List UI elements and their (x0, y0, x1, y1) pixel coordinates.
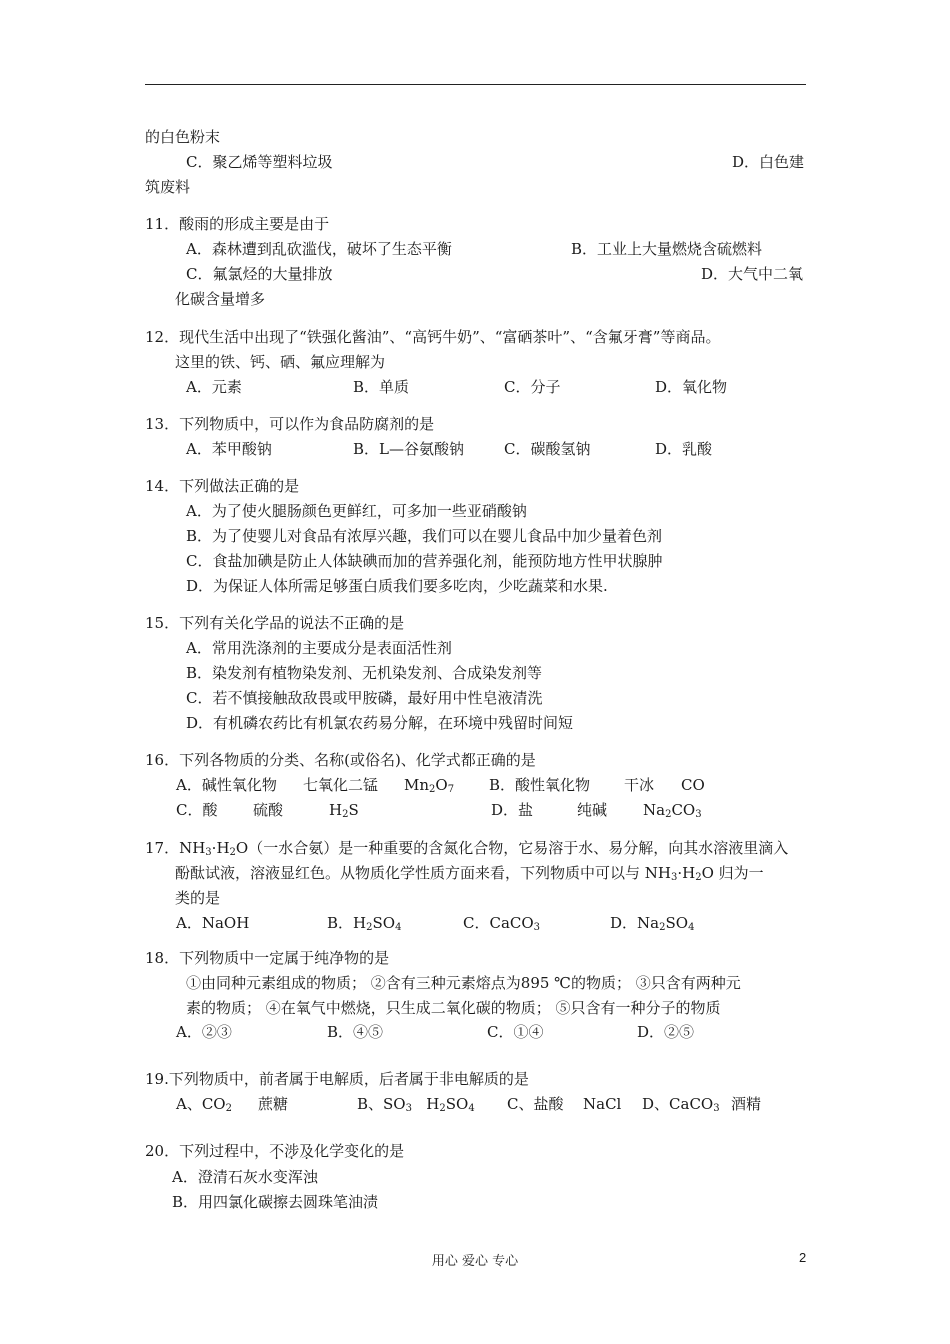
option-a: A．元素 (186, 378, 242, 396)
option-b: B．$H_2SO_4$ (327, 914, 402, 933)
option-c: C．①④ (487, 1023, 544, 1041)
question-stem: 18．下列物质中一定属于纯净物的是 (145, 949, 390, 967)
option-a-name: 七氧化二锰 (303, 776, 379, 794)
option-a: A．NaOH (176, 914, 250, 932)
option-b: B．④⑤ (327, 1023, 384, 1041)
question-stem: 16．下列各物质的分类、名称(或俗名)、化学式都正确的是 (145, 751, 536, 769)
option-a: A．常用洗涤剂的主要成分是表面活性剂 (186, 639, 452, 657)
option-b: B、$SO_3$ $H_2SO_4$ (357, 1095, 475, 1114)
question-stem: 15．下列有关化学品的说法不正确的是 (145, 614, 405, 632)
option-d: D、CaCO$_3$ (642, 1095, 720, 1114)
option-a: A．为了使火腿肠颜色更鲜红，可多加一些亚硝酸钠 (186, 502, 527, 520)
option-d-formula: $Na_2CO_3$ (643, 801, 702, 820)
option-a: A、$CO_2$ (176, 1095, 232, 1114)
option-d: D．有机磷农药比有机氯农药易分解，在环境中残留时间短 (186, 714, 574, 732)
option-d-name: 酒精 (731, 1095, 762, 1113)
question-stem: 素的物质； ④在氧气中燃烧，只生成二氧化碳的物质； ⑤只含有一种分子的物质 (186, 999, 721, 1017)
question-stem: 类的是 (175, 889, 221, 907)
option-d: D．$Na_2SO_4$ (610, 914, 695, 933)
option-c-name: 硫酸 (253, 801, 284, 819)
question-stem: 17．$NH_3\cdot H_2O$（一水合氨）是一种重要的含氮化合物，它易溶于水、易分解，向其水溶液里滴入 (145, 839, 789, 858)
option-d: D．为保证人体所需足够蛋白质我们要多吃肉，少吃蔬菜和水果. (186, 577, 608, 595)
option-c: C．若不慎接触敌敌畏或甲胺磷，最好用中性皂液清洗 (186, 689, 543, 707)
question-stem: 酚酞试液，溶液显红色。从物质化学性质方面来看，下列物质中可以与 $NH_3\cdot H_2O$ 归为一 (175, 864, 764, 883)
option-b-label: B．酸性氧化物 (489, 776, 591, 794)
question-stem: 这里的铁、钙、硒、氟应理解为 (175, 353, 386, 371)
option-c: C．氟氯烃的大量排放 (186, 265, 333, 283)
header-rule (145, 84, 806, 85)
option-b: B．L—谷氨酸钠 (353, 440, 464, 458)
question-stem: 14．下列做法正确的是 (145, 477, 300, 495)
question-stem: 19.下列物质中，前者属于电解质，后者属于非电解质的是 (145, 1070, 529, 1088)
option-b-formula: CO (681, 776, 705, 794)
option-b: B．为了使婴儿对食品有浓厚兴趣，我们可以在婴儿食品中加少量着色剂 (186, 527, 663, 545)
emphasis-char: 涉 (284, 1142, 300, 1160)
question-stem: ①由同种元素组成的物质； ②含有三种元素熔点为895 ℃的物质； ③只含有两种元 (186, 974, 741, 992)
option-c: C．分子 (504, 378, 561, 396)
option-b: B．单质 (353, 378, 410, 396)
option-d: D．乳酸 (655, 440, 713, 458)
question-stem: 11．酸雨的形成主要是由于 (145, 215, 330, 233)
option-c-formula: $H_2S$ (329, 801, 359, 820)
question-stem: 13．下列物质中，可以作为食品防腐剂的是 (145, 415, 435, 433)
option-d-cont: 化碳含量增多 (175, 290, 266, 308)
option-d: D．②⑤ (637, 1023, 695, 1041)
page-number: 2 (799, 1250, 807, 1265)
option-d: D．白色建 (732, 153, 805, 171)
continued-text: 筑废料 (145, 178, 191, 196)
option-b: B．用四氯化碳擦去圆珠笔油渍 (172, 1193, 379, 1211)
question-stem: 12．现代生活中出现了“铁强化酱油”、“高钙牛奶”、“富硒茶叶”、“含氟牙膏”等商品。 (145, 328, 721, 346)
emphasis-char: 及 (299, 1142, 315, 1160)
option-a-name: 蔗糖 (258, 1095, 289, 1113)
continued-text: 的白色粉末 (145, 128, 221, 146)
option-c: C、盐酸 (507, 1095, 564, 1113)
option-a: A．苯甲酸钠 (186, 440, 272, 458)
option-a: A．澄清石灰水变浑浊 (172, 1168, 318, 1186)
option-b: B．工业上大量燃烧含硫燃料 (571, 240, 763, 258)
emphasis-char: 不 (269, 1142, 285, 1160)
option-a: A．森林遭到乱砍滥伐，破坏了生态平衡 (186, 240, 452, 258)
option-c: C．食盐加碘是防止人体缺碘而加的营养强化剂，能预防地方性甲状腺肿 (186, 552, 663, 570)
option-a-label: A．碱性氧化物 (176, 776, 277, 794)
option-d-label: D．盐 (491, 801, 534, 819)
option-a-formula: $Mn_2O_7$ (404, 776, 455, 795)
option-c: C．碳酸氢钠 (504, 440, 591, 458)
option-b-name: 干冰 (624, 776, 655, 794)
option-d: D．氧化物 (655, 378, 728, 396)
option-c: C．聚乙烯等塑料垃圾 (186, 153, 333, 171)
option-b: B．染发剂有植物染发剂、无机染发剂、合成染发剂等 (186, 664, 543, 682)
option-c-label: C．酸 (176, 801, 218, 819)
option-d-name: 纯碱 (577, 801, 608, 819)
page-footer: 用心 爱心 专心 (431, 1254, 519, 1269)
option-c-formula: NaCl (583, 1095, 622, 1113)
option-d: D．大气中二氧 (701, 265, 804, 283)
question-stem: 20．下列过程中，不涉及化学变化的是 (145, 1142, 405, 1160)
option-a: A．②③ (176, 1023, 232, 1041)
option-c: C．CaCO$_3$ (463, 914, 541, 933)
